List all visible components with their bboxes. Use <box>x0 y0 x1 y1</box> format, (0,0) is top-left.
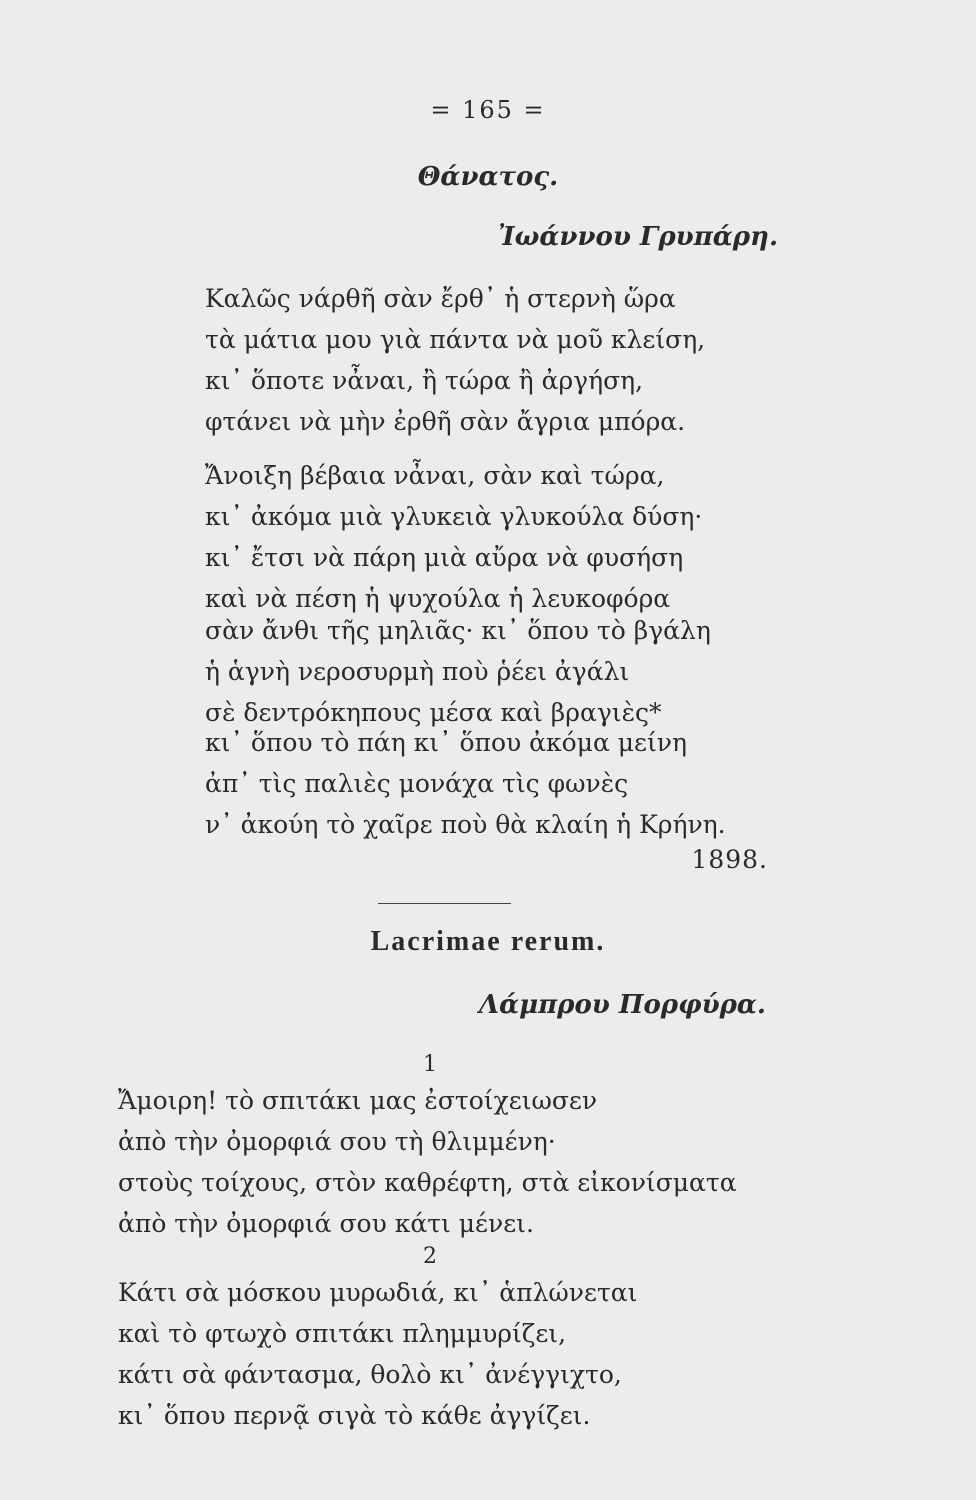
verse-line: στοὺς τοίχους, στὸν καθρέφτη, στὰ εἰκονίσματα <box>118 1168 737 1197</box>
page-number: = 165 = <box>430 96 546 124</box>
stanza <box>205 455 702 619</box>
poem-year: 1898. <box>691 845 768 874</box>
poem-title: Lacrimae rerum. <box>370 926 606 957</box>
poem-title: Θάνατος. <box>417 162 559 192</box>
stanza <box>205 610 711 733</box>
verse-line: Ἄμοιρη! τὸ σπιτάκι μας ἐστοίχειωσεν <box>118 1086 598 1115</box>
stanza <box>118 1272 637 1436</box>
verse-line: κάτι σὰ φάντασμα, θολὸ κι᾽ ἀνέγγιχτο, <box>118 1360 622 1389</box>
stanza <box>205 722 726 845</box>
poem-author: Λάμπρου Πορφύρα. <box>478 990 766 1020</box>
verse-line: ἡ ἁγνὴ νεροσυρμὴ ποὺ ῥέει ἀγάλι <box>205 657 630 686</box>
verse-line: ν᾽ ἀκούη τὸ χαῖρε ποὺ θὰ κλαίη ἡ Κρήνη. <box>205 810 726 839</box>
poem-author: Ἰωάννου Γρυπάρη. <box>498 222 778 252</box>
verse-line: κι᾽ ὅποτε νἆναι, ἢ τώρα ἢ ἀργήση, <box>205 366 644 395</box>
verse-line: σὲ δεντρόκηπους μέσα καὶ βραγιὲς* <box>205 698 662 727</box>
verse-line: ἀπ᾽ τὶς παλιὲς μονάχα τὶς φωνὲς <box>205 769 629 798</box>
verse-line: Καλῶς νάρθῆ σὰν ἔρθ᾽ ἡ στερνὴ ὥρα <box>205 284 676 313</box>
stanza <box>118 1080 737 1244</box>
verse-line: ἀπὸ τὴν ὀμορφιά σου κάτι μένει. <box>118 1209 534 1238</box>
stanza <box>205 278 705 442</box>
section-number: 1 <box>423 1052 437 1077</box>
verse-line: τὰ μάτια μου γιὰ πάντα νὰ μοῦ κλείση, <box>205 325 706 354</box>
verse-line: καὶ τὸ φτωχὸ σπιτάκι πλημμυρίζει, <box>118 1319 567 1348</box>
verse-line: κι᾽ ὅπου τὸ πάη κι᾽ ὅπου ἀκόμα μείνη <box>205 728 687 757</box>
verse-line: κι᾽ ἀκόμα μιὰ γλυκειὰ γλυκούλα δύση· <box>205 502 703 531</box>
verse-line: Κάτι σὰ μόσκου μυρωδιά, κι᾽ ἁπλώνεται <box>118 1278 638 1307</box>
verse-line: κι᾽ ἔτσι νὰ πάρη μιὰ αὔρα νὰ φυσήση <box>205 543 684 572</box>
verse-line: φτάνει νὰ μὴν ἐρθῆ σὰν ἄγρια μπόρα. <box>205 407 686 436</box>
verse-line: καὶ νὰ πέση ἡ ψυχούλα ἡ λευκοφόρα <box>205 584 671 613</box>
verse-line: ἀπὸ τὴν ὀμορφιά σου τὴ θλιμμένη· <box>118 1127 556 1156</box>
verse-line: κι᾽ ὅπου περνᾷ σιγὰ τὸ κάθε ἀγγίζει. <box>118 1401 591 1430</box>
section-number: 2 <box>423 1244 437 1269</box>
verse-line: Ἄνοιξη βέβαια νἆναι, σὰν καὶ τώρα, <box>205 461 665 490</box>
verse-line: σὰν ἄνθι τῆς μηλιᾶς· κι᾽ ὅπου τὸ βγάλη <box>205 616 711 645</box>
section-divider <box>378 903 511 904</box>
